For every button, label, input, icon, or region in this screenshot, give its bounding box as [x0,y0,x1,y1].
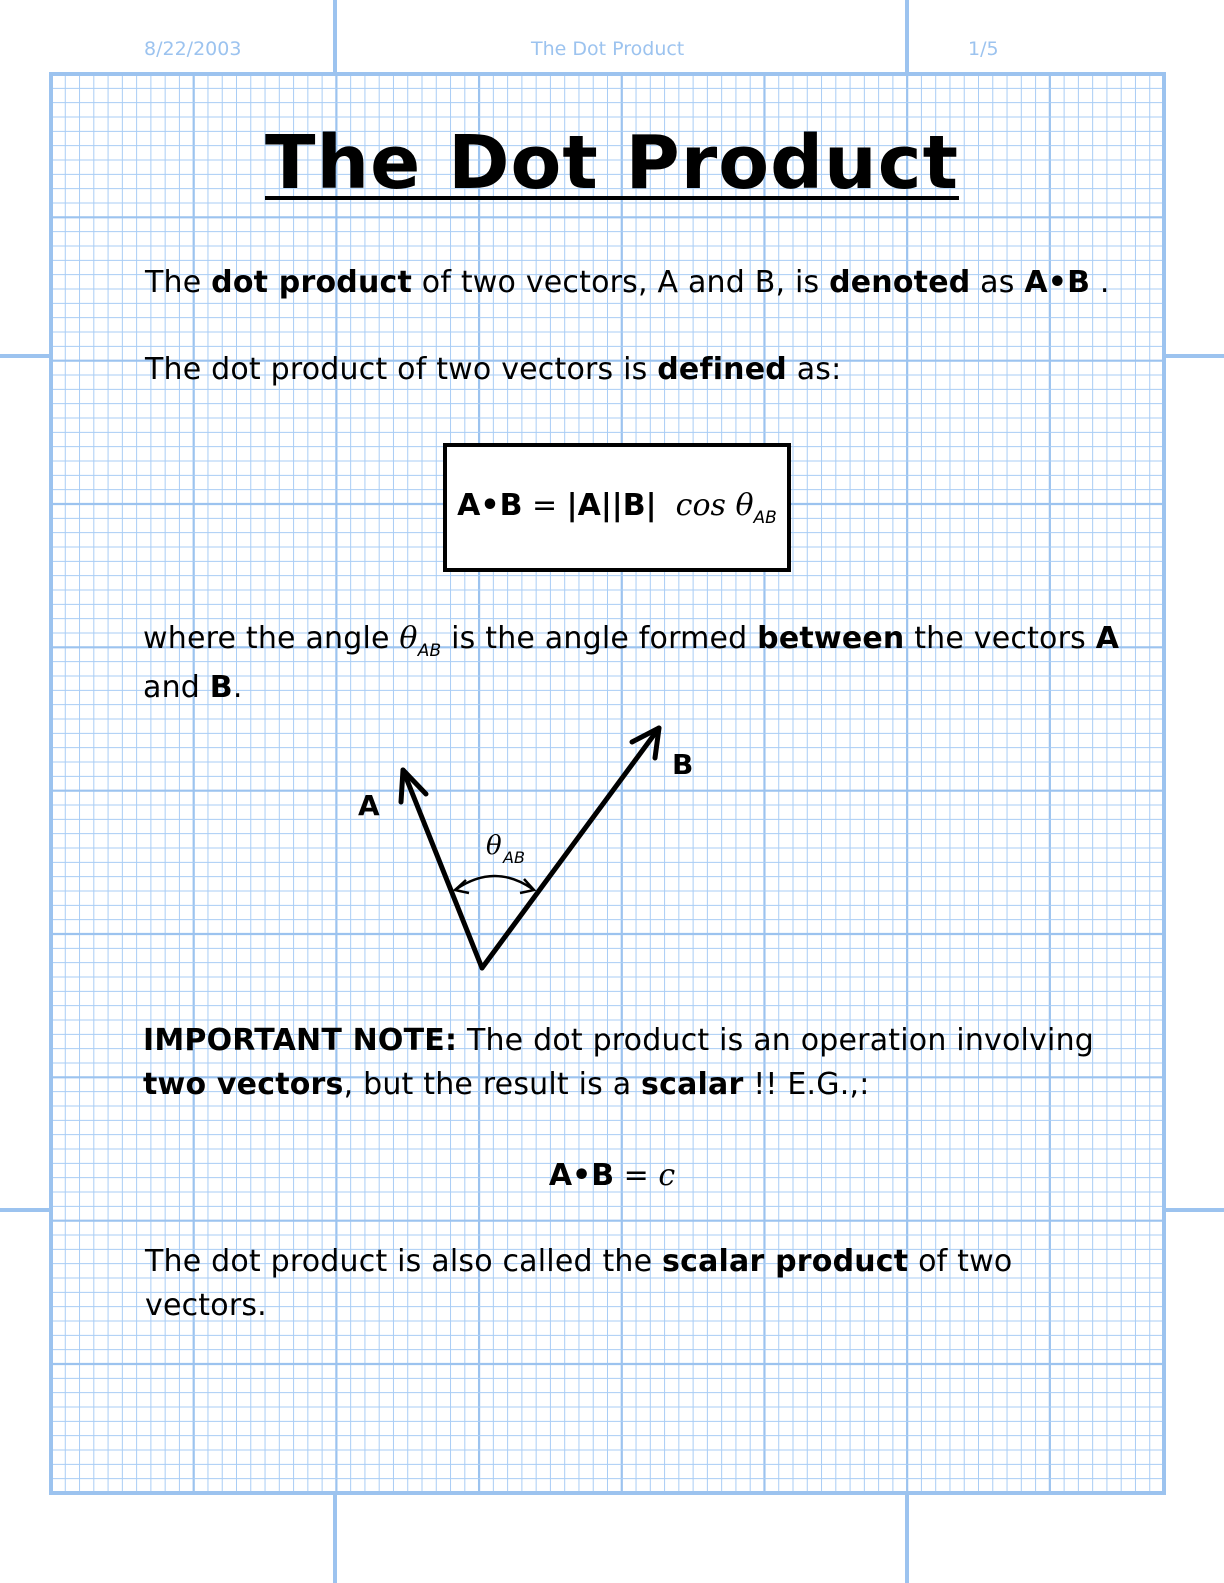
vector-a-arrow [401,770,482,968]
angle-explanation-line2: and B. [143,670,243,705]
closing-line2: vectors. [145,1288,267,1323]
dot-product-formula: A•B = |A||B| $\cos \theta_{AB}$ [457,487,777,528]
vector-a-label: A [358,789,380,822]
angle-explanation-line1: where the angle $\theta_{AB}$ is the angle formed between the vectors A [143,621,1120,661]
header-title: The Dot Product [531,38,685,60]
angle-subscript-label: AB [503,848,525,867]
intro-paragraph: The dot product of two vectors, A and B, is denoted as A•B . [145,265,1110,300]
definition-paragraph: The dot product of two vectors is defined as: [145,352,842,387]
page-title: The Dot Product [265,120,959,206]
header-page-number: 1/5 [968,38,999,60]
closing-line1: The dot product is also called the scalar product of two [145,1244,1013,1279]
vector-b-label: B [672,748,694,781]
important-note-line1: IMPORTANT NOTE: The dot product is an operation involving [143,1023,1095,1058]
angle-theta-label: θ [486,831,502,861]
important-note-line2: two vectors, but the result is a scalar !! E.G.,: [143,1067,870,1102]
scalar-example-equation: A•B = c [548,1158,676,1193]
angle-arc [455,876,534,893]
header-date: 8/22/2003 [144,38,242,60]
